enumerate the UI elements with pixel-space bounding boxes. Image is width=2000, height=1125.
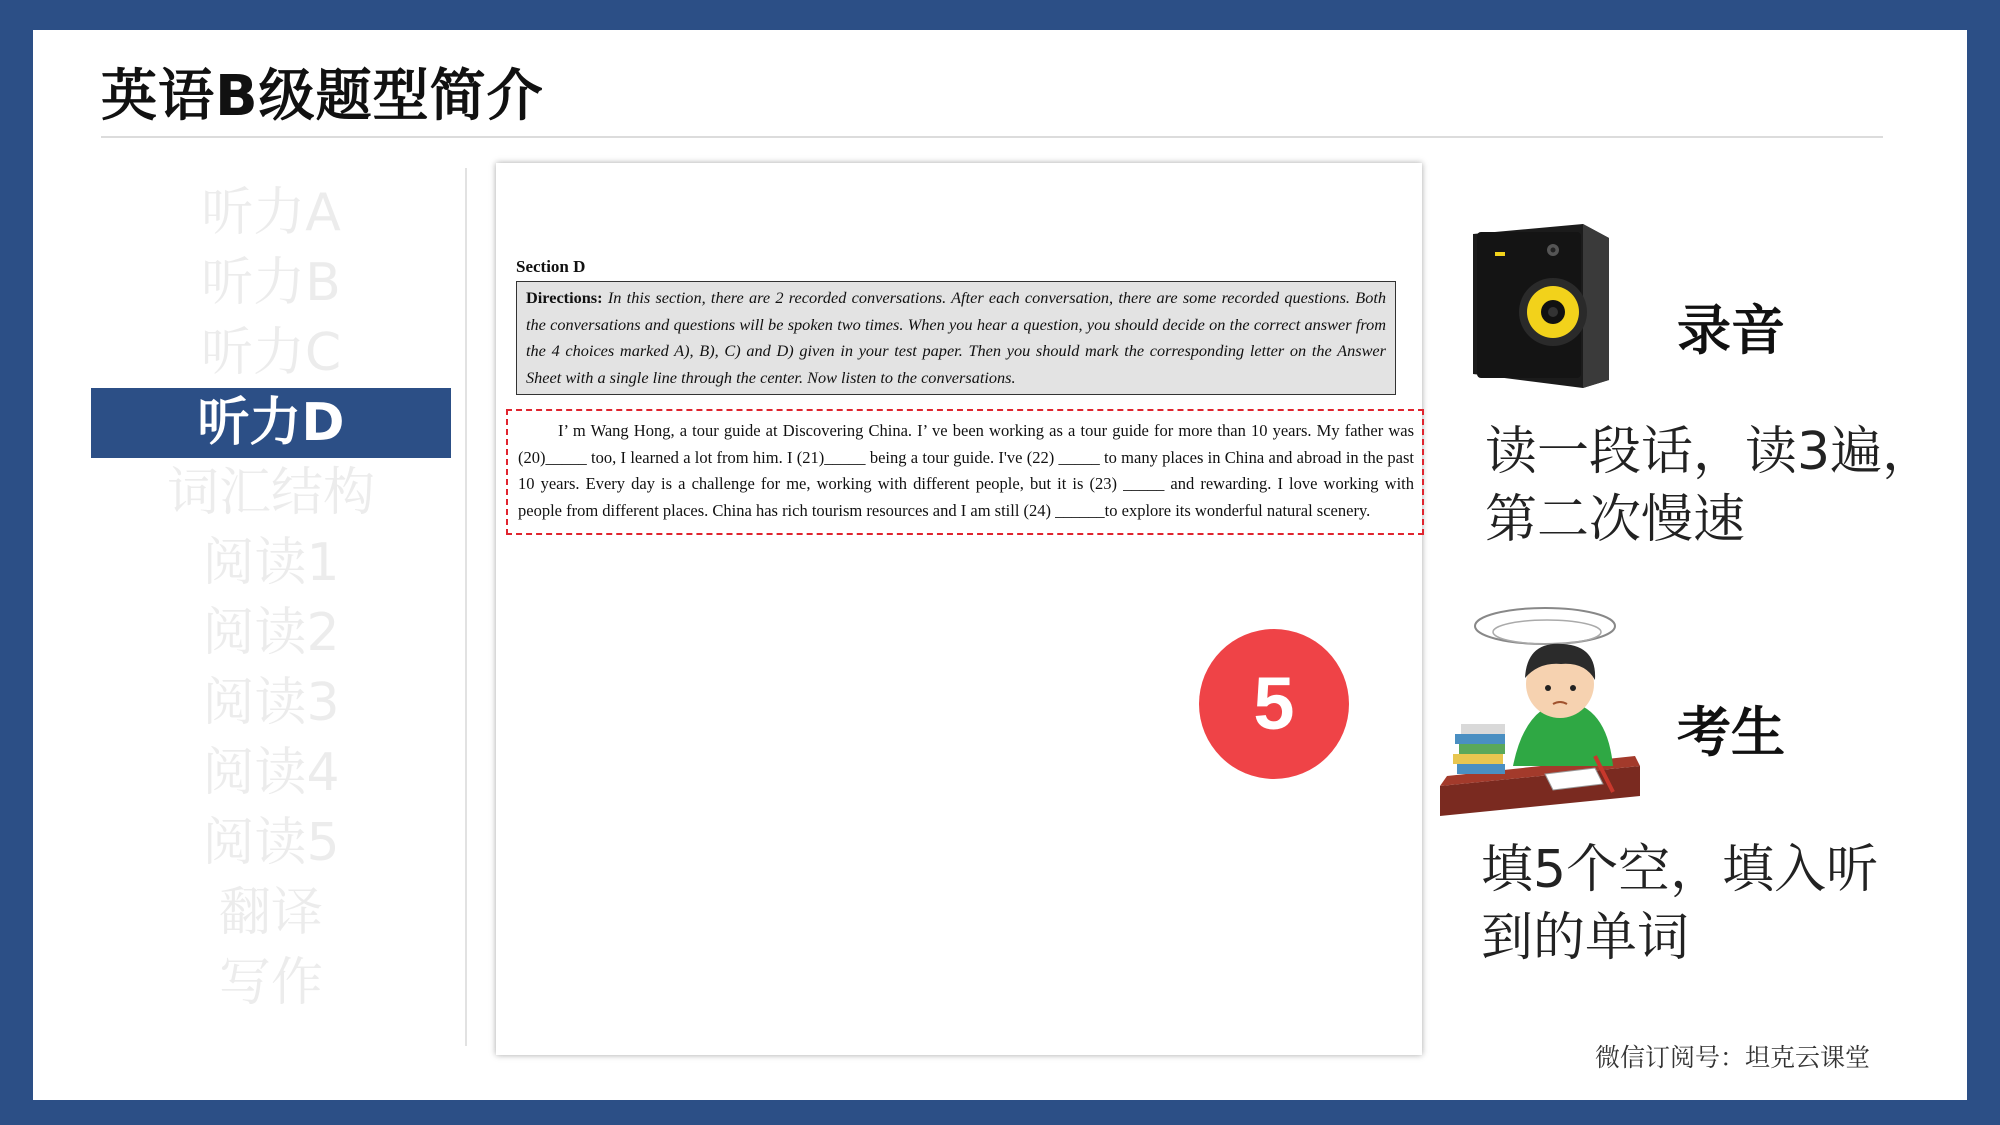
nav-item-4[interactable]: 听力D — [91, 388, 451, 458]
nav-item-5[interactable]: 词汇结构 — [166, 463, 375, 523]
speaker-icon — [1465, 220, 1615, 390]
nav-item-9[interactable]: 阅读4 — [202, 743, 340, 803]
nav-item-2[interactable]: 听力B — [201, 253, 341, 313]
directions-box — [516, 281, 1396, 395]
student-icon — [1435, 596, 1655, 846]
slide-title: 英语B级题型简介 — [101, 64, 544, 129]
candidate-description: 填5个空，填入听 到的单词 — [1481, 840, 1879, 968]
section-title: Section D — [516, 257, 586, 276]
passage-box — [506, 409, 1424, 535]
slide — [33, 30, 1967, 1100]
recording-description: 读一段话，读3遍， 第二次慢速 — [1485, 422, 1935, 550]
nav-item-8[interactable]: 阅读3 — [202, 673, 340, 733]
title-divider — [101, 136, 1883, 138]
recording-label: 录音 — [1677, 299, 1785, 362]
nav-divider — [465, 168, 467, 1046]
nav-item-12[interactable]: 写作 — [218, 953, 323, 1013]
wechat-footer: 微信订阅号：坦克云课堂 — [1595, 1043, 1871, 1072]
nav-item-7[interactable]: 阅读2 — [202, 603, 340, 663]
candidate-label: 考生 — [1677, 701, 1785, 764]
nav-item-10[interactable]: 阅读5 — [202, 813, 340, 873]
nav-item-6[interactable]: 阅读1 — [202, 533, 340, 593]
number-badge: 5 — [1199, 629, 1349, 779]
directions-text: In this section, there are 2 recorded conversations. After each conversation, there are some recorded questions. Both the conversations and questions will be spoken two times. When you hear a question, you should decide on the correct answer from the 4 choices marked A), B), C) and D) given in your test paper. Then you should mark the corresponding letter on the Answer Sheet with a single line through the center. Now listen to the conversations. — [526, 288, 1386, 387]
nav-item-1[interactable]: 听力A — [201, 183, 341, 243]
directions-label: Directions: — [526, 288, 603, 307]
question-type-nav — [91, 178, 451, 1018]
exam-paper — [496, 163, 1422, 1055]
passage-text: I’ m Wang Hong, a tour guide at Discovering China. I’ ve been working as a tour guide for more than 10 years. My father was (20)_____ too, I learned a lot from him. I (21)_____ being a tour guide. I've (22) _____ to many places in China and abroad in the past 10 years. Every day is a challenge for me, working with different people, but it is (23) _____ and rewarding. I love working with people from different places. China has rich tourism resources and I am still (24) ______to explore its wonderful natural scenery. — [518, 421, 1414, 520]
nav-item-3[interactable]: 听力C — [200, 323, 342, 383]
nav-item-11[interactable]: 翻译 — [218, 883, 323, 943]
